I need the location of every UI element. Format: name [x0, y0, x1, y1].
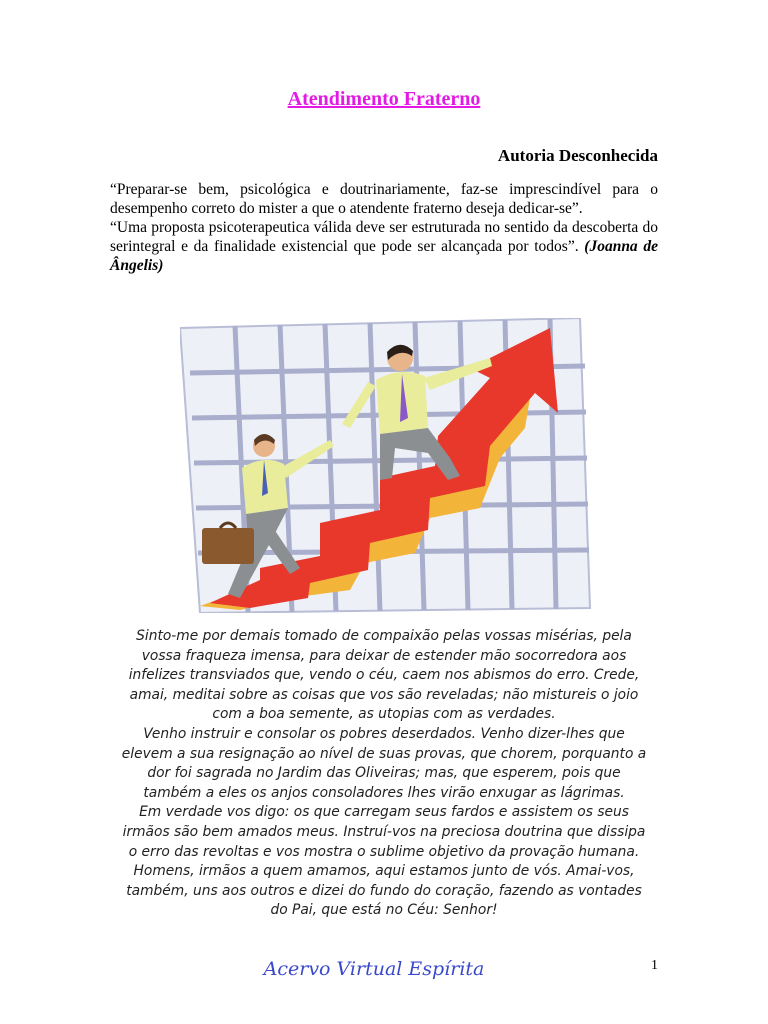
poem-line: com a boa semente, as utopias com as verdades.: [212, 706, 556, 723]
climbing-arrow-illustration: [180, 318, 600, 613]
poem-line: Em verdade vos digo: os que carregam seus fardos e assistem os seus: [139, 804, 629, 821]
opening-quotes: [110, 180, 658, 275]
poem-line: também, uns aos outros e dizei do fundo do coração, fazendo as vontades: [126, 882, 642, 899]
poem-body: [100, 627, 668, 921]
quote-one: “Preparar-se bem, psicológica e doutrinariamente, faz-se imprescindível para o desempenho correto do mister a que o atendente fraterno deseja dedicar-se”.: [110, 181, 658, 217]
poem-line: amai, meditai sobre as coisas que vos são reveladas; não mistureis o joio: [129, 686, 639, 703]
poem-line: do Pai, que está no Céu: Senhor!: [270, 902, 498, 919]
poem-line: elevem a sua resignação ao nível de suas provas, que chorem, porquanto a: [121, 745, 647, 762]
poem-line: vossa fraqueza imensa, para deixar de estender mão socorredora aos: [141, 647, 627, 664]
poem-line: irmãos são bem amados meus. Instruí-vos na preciosa doutrina que dissipa: [122, 823, 646, 840]
author-line: Autoria Desconhecida: [497, 146, 658, 165]
poem-line: o erro das revoltas e vos mostra o sublime objetivo da provação humana.: [128, 843, 640, 860]
poem-line: também a eles os anjos consoladores lhes virão enxugar as lágrimas.: [143, 784, 625, 801]
poem-line: infelizes transviados que, vendo o céu, caem nos abismos do erro. Crede,: [128, 667, 640, 684]
poem-line: Venho instruir e consolar os pobres deserdados. Venho dizer-lhes que: [143, 725, 625, 742]
poem-line: Sinto-me por demais tomado de compaixão pelas vossas misérias, pela: [136, 628, 632, 644]
page-number: 1: [651, 958, 658, 973]
footer-brand: Acervo Virtual Espírita: [263, 958, 485, 980]
poem-line: dor foi sagrada no Jardim das Oliveiras; mas, que esperem, pois que: [147, 765, 621, 782]
quote-two-text: “Uma proposta psicoterapeutica válida deve ser estruturada no sentido da descoberta do serintegral e da finalidade existencial que pode ser alcançada por todos”.: [110, 219, 658, 255]
poem-line: Homens, irmãos a quem amamos, aqui estamos junto de vós. Amai-vos,: [133, 863, 635, 880]
quote-two: [110, 218, 658, 275]
page-title: Atendimento Fraterno: [287, 88, 481, 110]
quote-attribution: (Joanna de Ângelis): [110, 238, 658, 274]
